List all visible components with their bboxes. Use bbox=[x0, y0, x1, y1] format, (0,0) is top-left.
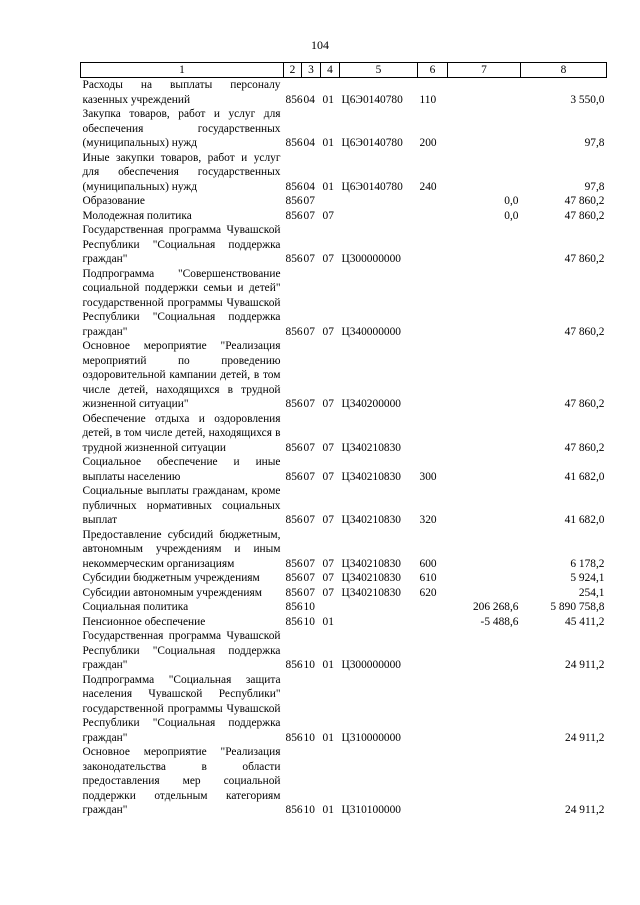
row-section-code: 07 bbox=[303, 586, 315, 599]
table-row bbox=[81, 267, 607, 340]
row-amount-change bbox=[448, 151, 521, 195]
row-expense-type: 240 bbox=[419, 180, 437, 193]
row-ved-code: 856 bbox=[285, 557, 303, 570]
row-amount-total: 41 682,0 bbox=[564, 514, 605, 526]
row-amount-change bbox=[448, 528, 521, 572]
row-target-item bbox=[340, 600, 418, 615]
col-header-5: 5 bbox=[340, 63, 418, 78]
row-section-code: 07 bbox=[303, 325, 315, 338]
row-ved-code: 856 bbox=[285, 731, 303, 744]
row-ved-code: 856 bbox=[285, 441, 303, 454]
row-expense-type: 110 bbox=[419, 93, 437, 106]
row-subsection-code: 07 bbox=[322, 572, 334, 584]
row-amount-change: 0,0 bbox=[504, 209, 519, 222]
row-section-code: 07 bbox=[303, 398, 315, 410]
table-row bbox=[81, 78, 607, 108]
row-expense-type: 300 bbox=[419, 470, 437, 483]
row-subsection-code: 01 bbox=[322, 731, 334, 744]
row-name: Предоставление субсидий бюджетным, автономным учреждениям и иным некоммерческим организациям bbox=[82, 528, 281, 570]
row-name: Молодежная политика bbox=[82, 209, 192, 222]
row-section-code: 04 bbox=[303, 93, 315, 106]
row-subsection-code: 07 bbox=[322, 398, 334, 410]
col-header-7: 7 bbox=[448, 63, 521, 78]
row-subsection-code: 01 bbox=[322, 93, 334, 106]
row-section-code: 07 bbox=[303, 195, 315, 207]
table-row bbox=[81, 339, 607, 412]
row-amount-total: 24 911,2 bbox=[565, 804, 605, 816]
table-row bbox=[81, 629, 607, 673]
row-subsection-code: 01 bbox=[322, 615, 334, 628]
row-amount-total: 47 860,2 bbox=[564, 195, 605, 207]
row-target-item: Ц6Э0140780 bbox=[341, 180, 403, 193]
row-amount-change bbox=[448, 571, 521, 586]
row-amount-total: 5 890 758,8 bbox=[550, 601, 605, 613]
row-amount-change: 0,0 bbox=[504, 195, 519, 207]
row-subsection-code: 01 bbox=[322, 137, 334, 149]
row-subsection-code: 01 bbox=[322, 180, 334, 193]
row-subsection-code: 07 bbox=[322, 557, 334, 570]
row-subsection-code: 01 bbox=[322, 804, 334, 816]
row-section-code: 04 bbox=[303, 180, 315, 193]
col-header-2: 2 bbox=[284, 63, 302, 78]
row-ved-code: 856 bbox=[285, 93, 303, 106]
row-amount-total: 6 178,2 bbox=[570, 557, 605, 570]
row-target-item: Ц310000000 bbox=[341, 731, 401, 744]
row-expense-type bbox=[418, 745, 448, 818]
col-header-4: 4 bbox=[321, 63, 340, 78]
row-name: Социальные выплаты гражданам, кроме публичных нормативных социальных выплат bbox=[82, 485, 281, 526]
row-amount-change bbox=[448, 107, 521, 151]
row-ved-code: 856 bbox=[285, 572, 303, 584]
row-amount-change bbox=[448, 412, 521, 456]
row-subsection-code: 01 bbox=[322, 659, 334, 671]
row-target-item: Ц340210830 bbox=[341, 572, 401, 584]
row-amount-total: 97,8 bbox=[584, 137, 605, 149]
row-subsection-code: 07 bbox=[322, 470, 334, 483]
row-name: Государственная программа Чувашской Республики "Социальная поддержка граждан" bbox=[82, 630, 281, 671]
row-ved-code: 856 bbox=[285, 195, 303, 207]
row-amount-total: 47 860,2 bbox=[564, 398, 605, 410]
row-section-code: 07 bbox=[303, 557, 315, 570]
row-section-code: 07 bbox=[303, 514, 315, 526]
col-header-8: 8 bbox=[521, 63, 607, 78]
row-target-item: Ц340210830 bbox=[341, 470, 401, 483]
row-amount-total: 24 911,2 bbox=[565, 659, 605, 671]
row-ved-code: 856 bbox=[285, 209, 303, 222]
row-expense-type: 620 bbox=[419, 586, 437, 599]
row-expense-type bbox=[418, 412, 448, 456]
row-ved-code: 856 bbox=[285, 180, 303, 193]
row-name: Подпрограмма "Социальная защита населения Чувашской Республики" государственной программы Чувашской Республики "Социальная поддержка граждан" bbox=[82, 673, 281, 744]
row-name: Основное мероприятие "Реализация законодательства в области предоставления мер социальной поддержки отдельным категориям граждан" bbox=[82, 746, 281, 816]
row-ved-code: 856 bbox=[285, 470, 303, 483]
row-subsection-code: 07 bbox=[322, 253, 334, 265]
row-name: Пенсионное обеспечение bbox=[82, 615, 206, 628]
table-row bbox=[81, 455, 607, 484]
row-section-code: 10 bbox=[303, 659, 315, 671]
row-section-code: 04 bbox=[303, 137, 315, 149]
row-amount-change bbox=[448, 223, 521, 267]
row-name: Иные закупки товаров, работ и услуг для обеспечения государственных (муниципальных) нужд bbox=[82, 151, 281, 193]
row-ved-code: 856 bbox=[285, 398, 303, 410]
row-amount-total: 47 860,2 bbox=[564, 325, 605, 338]
row-section-code: 10 bbox=[303, 731, 315, 744]
row-section-code: 07 bbox=[303, 253, 315, 265]
row-amount-total: 254,1 bbox=[578, 586, 605, 599]
table-row bbox=[81, 571, 607, 586]
row-subsection-code: 07 bbox=[322, 209, 334, 222]
row-amount-total: 97,8 bbox=[584, 180, 605, 193]
row-amount-total: 47 860,2 bbox=[564, 209, 605, 222]
row-expense-type bbox=[418, 339, 448, 412]
row-expense-type bbox=[418, 267, 448, 340]
page-number: 104 bbox=[311, 38, 329, 52]
row-ved-code: 856 bbox=[285, 601, 303, 613]
row-section-code: 10 bbox=[303, 601, 315, 613]
row-expense-type: 600 bbox=[419, 557, 437, 570]
row-amount-total: 47 860,2 bbox=[564, 441, 605, 454]
row-name: Субсидии автономным учреждениям bbox=[82, 586, 262, 599]
row-amount-change bbox=[448, 339, 521, 412]
row-target-item: Ц300000000 bbox=[341, 253, 401, 265]
row-expense-type bbox=[418, 600, 448, 615]
row-target-item bbox=[340, 209, 418, 224]
row-section-code: 07 bbox=[303, 470, 315, 483]
row-expense-type: 200 bbox=[419, 137, 437, 149]
row-amount-change bbox=[448, 267, 521, 340]
row-amount-change bbox=[448, 586, 521, 601]
row-target-item: Ц300000000 bbox=[341, 659, 401, 671]
table-row bbox=[81, 528, 607, 572]
row-expense-type: 320 bbox=[419, 514, 437, 526]
row-target-item bbox=[340, 194, 418, 209]
row-amount-change: 206 268,6 bbox=[472, 601, 519, 613]
row-expense-type bbox=[418, 629, 448, 673]
row-target-item: Ц340210830 bbox=[341, 586, 401, 599]
row-expense-type bbox=[418, 209, 448, 224]
row-amount-total: 41 682,0 bbox=[564, 470, 605, 483]
col-header-3: 3 bbox=[302, 63, 321, 78]
row-amount-change bbox=[448, 745, 521, 818]
row-target-item: Ц340210830 bbox=[341, 441, 401, 454]
header-row bbox=[81, 63, 607, 78]
row-name: Образование bbox=[82, 195, 145, 207]
row-name: Закупка товаров, работ и услуг для обеспечения государственных (муниципальных) нужд bbox=[82, 108, 281, 149]
table-row bbox=[81, 600, 607, 615]
table-row bbox=[81, 194, 607, 209]
row-amount-change bbox=[448, 629, 521, 673]
row-ved-code: 856 bbox=[285, 253, 303, 265]
row-name: Подпрограмма "Совершенствование социальной поддержки семьи и детей" государственной программы Чувашской Республики "Социальная поддержка граждан" bbox=[82, 267, 281, 338]
row-section-code: 07 bbox=[303, 209, 315, 222]
row-name: Расходы на выплаты персоналу казенных учреждений bbox=[82, 79, 281, 106]
row-ved-code: 856 bbox=[285, 659, 303, 671]
table-row bbox=[81, 107, 607, 151]
table-row bbox=[81, 745, 607, 818]
row-name: Социальная политика bbox=[82, 601, 189, 613]
row-amount-total: 45 411,2 bbox=[565, 615, 605, 628]
row-ved-code: 856 bbox=[285, 804, 303, 816]
row-name: Государственная программа Чувашской Республики "Социальная поддержка граждан" bbox=[82, 224, 281, 265]
row-ved-code: 856 bbox=[285, 137, 303, 149]
row-subsection-code bbox=[321, 194, 340, 209]
table-row bbox=[81, 586, 607, 601]
row-subsection-code: 07 bbox=[322, 586, 334, 599]
row-name: Социальное обеспечение и иные выплаты населению bbox=[82, 456, 281, 483]
budget-table bbox=[80, 62, 607, 818]
row-amount-change bbox=[448, 455, 521, 484]
row-amount-change bbox=[448, 78, 521, 108]
table-row bbox=[81, 615, 607, 630]
row-expense-type bbox=[418, 194, 448, 209]
row-expense-type bbox=[418, 223, 448, 267]
row-expense-type: 610 bbox=[419, 572, 437, 584]
row-target-item: Ц340210830 bbox=[341, 557, 401, 570]
row-amount-total: 47 860,2 bbox=[564, 253, 605, 265]
row-ved-code: 856 bbox=[285, 325, 303, 338]
row-section-code: 10 bbox=[303, 804, 315, 816]
row-subsection-code: 07 bbox=[322, 441, 334, 454]
row-section-code: 10 bbox=[303, 615, 315, 628]
row-name: Обеспечение отдыха и оздоровления детей, в том числе детей, находящихся в трудной жизненной ситуации bbox=[82, 412, 281, 454]
table-row bbox=[81, 484, 607, 528]
row-amount-change bbox=[448, 484, 521, 528]
row-section-code: 07 bbox=[303, 441, 315, 454]
row-amount-total: 24 911,2 bbox=[565, 731, 605, 744]
row-target-item: Ц310100000 bbox=[341, 804, 401, 816]
row-ved-code: 856 bbox=[285, 514, 303, 526]
col-header-1: 1 bbox=[81, 63, 284, 78]
row-amount-total: 5 924,1 bbox=[570, 572, 605, 584]
row-name: Субсидии бюджетным учреждениям bbox=[82, 572, 260, 584]
row-expense-type bbox=[418, 673, 448, 746]
row-amount-total: 3 550,0 bbox=[570, 93, 605, 106]
col-header-6: 6 bbox=[418, 63, 448, 78]
row-target-item: Ц6Э0140780 bbox=[341, 137, 403, 149]
row-section-code: 07 bbox=[303, 572, 315, 584]
row-amount-change: -5 488,6 bbox=[480, 615, 519, 628]
table-row bbox=[81, 209, 607, 224]
table-row bbox=[81, 151, 607, 195]
row-subsection-code: 07 bbox=[322, 325, 334, 338]
row-target-item: Ц340210830 bbox=[341, 514, 401, 526]
row-target-item: Ц340000000 bbox=[341, 325, 401, 338]
table-row bbox=[81, 673, 607, 746]
row-subsection-code: 07 bbox=[322, 514, 334, 526]
row-ved-code: 856 bbox=[285, 615, 303, 628]
table-row bbox=[81, 412, 607, 456]
table-row bbox=[81, 223, 607, 267]
table-body bbox=[81, 78, 607, 818]
row-expense-type bbox=[418, 615, 448, 630]
row-target-item bbox=[340, 615, 418, 630]
row-ved-code: 856 bbox=[285, 586, 303, 599]
row-name: Основное мероприятие "Реализация мероприятий по проведению оздоровительной кампании детей, в том числе детей, находящихся в трудной жизненной ситуации" bbox=[82, 340, 281, 410]
row-target-item: Ц6Э0140780 bbox=[341, 93, 403, 106]
row-target-item: Ц340200000 bbox=[341, 398, 401, 410]
row-subsection-code bbox=[321, 600, 340, 615]
row-amount-change bbox=[448, 673, 521, 746]
